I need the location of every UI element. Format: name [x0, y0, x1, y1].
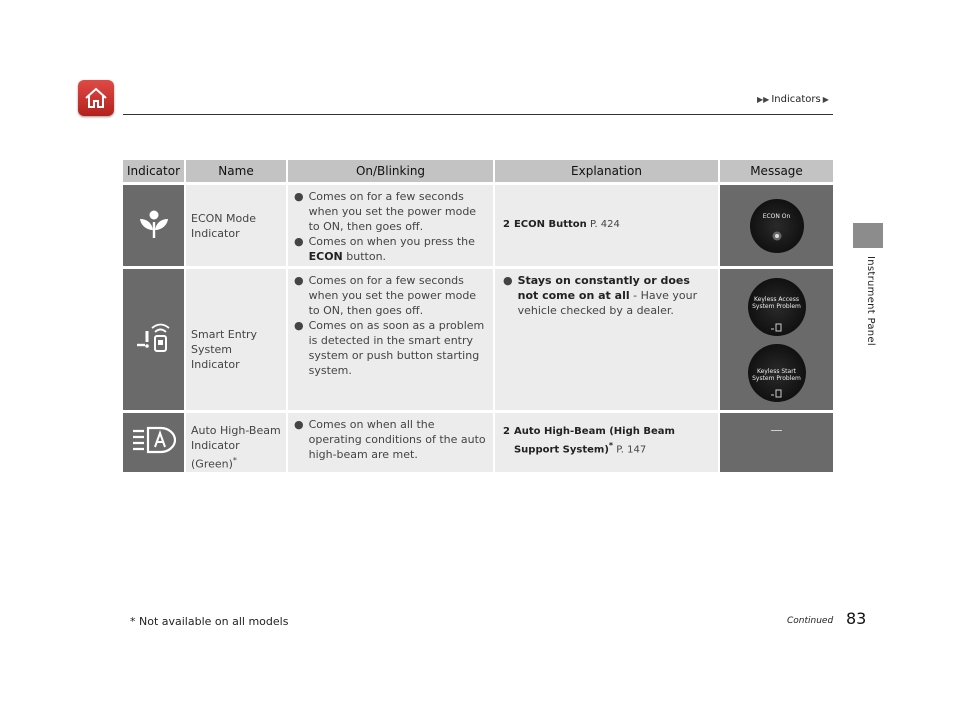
- bullet-item: ● Stays on constantly or does not come on at all - Have your vehicle checked by a dealer.: [503, 274, 698, 317]
- message-display: Keyless Access System Problem: [748, 278, 806, 336]
- econ-leaf-icon: [137, 208, 171, 240]
- indicator-cell: [123, 185, 184, 266]
- section-tab[interactable]: [853, 223, 883, 248]
- breadcrumb-arrow-icon: ▶: [822, 95, 829, 104]
- message-display: Keyless Start System Problem: [748, 344, 806, 402]
- column-header: Message: [718, 160, 833, 182]
- bullet-item: ● Comes on as soon as a problem is detected in the smart entry system or push button starting system.: [294, 319, 485, 377]
- table-header-row: [123, 160, 833, 182]
- home-button[interactable]: [78, 80, 114, 116]
- table-row: [123, 269, 833, 410]
- breadcrumb-label[interactable]: Indicators: [771, 94, 821, 105]
- bullet-item: ● Comes on for a few seconds when you set the power mode to ON, then goes off.: [294, 274, 477, 317]
- column-header: Explanation: [493, 160, 718, 182]
- message-cell: [718, 413, 833, 472]
- indicator-cell: [123, 269, 184, 410]
- key-fob-icon: [770, 322, 784, 332]
- table-row: [123, 413, 833, 472]
- continued-label: Continued: [787, 616, 834, 626]
- breadcrumb-arrow-icon: ▶▶: [757, 95, 770, 104]
- indicator-cell: [123, 413, 184, 472]
- econ-button-icon: [772, 231, 782, 241]
- key-fob-icon: [770, 388, 784, 398]
- bullet-item: ● Comes on when you press the ECON button.: [294, 235, 475, 263]
- indicator-name: Auto High-Beam Indicator (Green)*: [184, 413, 286, 472]
- explanation-cell: [493, 269, 718, 410]
- column-header: Name: [184, 160, 286, 182]
- breadcrumb: [757, 94, 829, 105]
- column-header: On/Blinking: [286, 160, 493, 182]
- reference-arrow-icon: 2: [503, 219, 510, 230]
- indicator-table: [123, 157, 833, 475]
- bullet-item: ● Comes on when all the operating conditions of the auto high-beam are met.: [294, 418, 486, 461]
- on-blinking-cell: [286, 413, 493, 472]
- explanation-cell: [493, 413, 718, 472]
- message-display: ECON On: [750, 199, 804, 253]
- message-cell: [718, 269, 833, 410]
- header-rule: [123, 114, 833, 115]
- reference-arrow-icon: 2: [503, 426, 510, 437]
- column-header: Indicator: [123, 160, 184, 182]
- no-message-dash: —: [770, 423, 783, 437]
- explanation-cell: [493, 185, 718, 266]
- bullet-item: ● Comes on for a few seconds when you set the power mode to ON, then goes off.: [294, 190, 477, 233]
- page-reference-link[interactable]: 2 Auto High-Beam (High Beam Support System)* P. 147: [503, 426, 675, 456]
- page-reference-link[interactable]: 2 ECON Button P. 424: [503, 219, 620, 230]
- home-icon: [84, 87, 108, 109]
- on-blinking-cell: [286, 185, 493, 266]
- table-row: [123, 185, 833, 266]
- page-number: 83: [846, 609, 867, 628]
- auto-high-beam-icon: [131, 425, 177, 455]
- indicator-name: ECON Mode Indicator: [184, 185, 286, 266]
- section-label: Instrument Panel: [865, 256, 876, 346]
- indicator-name: Smart Entry System Indicator: [184, 269, 286, 410]
- message-cell: [718, 185, 833, 266]
- footnote: * Not available on all models: [130, 615, 289, 628]
- smart-entry-icon: [135, 323, 173, 353]
- on-blinking-cell: [286, 269, 493, 410]
